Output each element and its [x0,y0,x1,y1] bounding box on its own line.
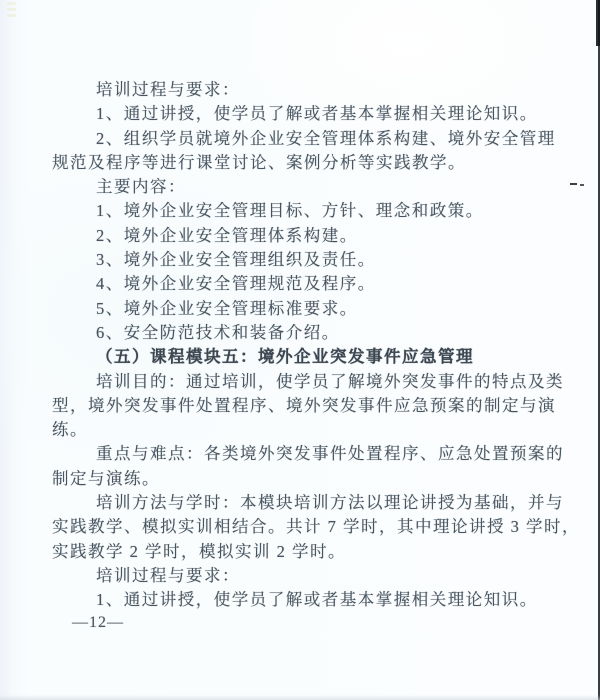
doc-line: 2、境外企业安全管理体系构建。 [96,225,358,245]
doc-line: 实践教学 2 学时，模拟实训 2 学时。 [52,541,346,561]
doc-line: 4、境外企业安全管理规范及程序。 [96,274,376,294]
doc-line: 制定与演练。 [52,468,160,488]
scan-tick-mark-right [570,182,585,186]
doc-line: 6、安全防范技术和装备介绍。 [96,322,340,342]
doc-line: 主要内容： [96,177,186,197]
doc-line: 3、境外企业安全管理组织及责任。 [96,250,376,270]
doc-line: 培训目的：通过培训，使学员了解境外突发事件的特点及类 [96,371,564,391]
scan-edge-right-top [596,0,600,46]
doc-line: 2、组织学员就境外企业安全管理体系构建、境外安全管理 [96,128,556,148]
module-heading: （五）课程模块五：境外企业突发事件应急管理 [96,347,474,367]
doc-line: 重点与难点：各类境外突发事件处置程序、应急处置预案的 [96,444,564,464]
doc-line: 型，境外突发事件处置程序、境外突发事件应急预案的制定与演 [52,395,556,415]
doc-line: 1、境外企业安全管理目标、方针、理念和政策。 [96,201,484,221]
scan-smudge-topleft [7,2,16,17]
doc-line: 5、境外企业安全管理标准要求。 [96,298,358,318]
doc-line: 1、通过讲授，使学员了解或者基本掌握相关理论知识。 [96,590,538,610]
scan-edge-bottom [0,695,600,700]
doc-line: 练。 [52,420,88,440]
doc-line: 培训过程与要求： [96,565,240,585]
doc-line: 规范及程序等进行课堂讨论、案例分析等实践教学。 [52,152,466,172]
doc-line: 1、通过讲授，使学员了解或者基本掌握相关理论知识。 [96,104,538,124]
doc-line: 培训过程与要求： [96,80,240,99]
doc-line: 实践教学、模拟实训相结合。共计 7 学时，其中理论讲授 3 学时， [52,517,580,537]
page-number: —12— [72,614,124,631]
doc-line: 培训方法与学时：本模块培训方法以理论讲授为基础，并与 [96,493,564,513]
document-text-block [52,78,580,613]
